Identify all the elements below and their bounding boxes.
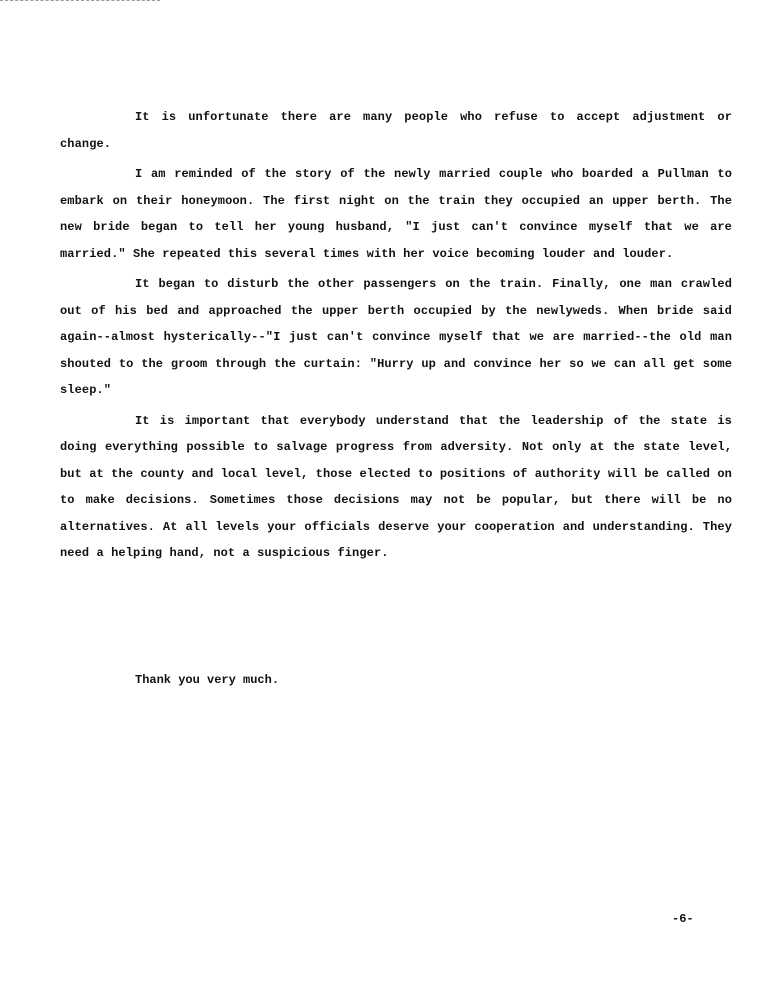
paragraph-adjustment: It is unfortunate there are many people who refuse to accept adjustment or change. [60,110,740,151]
document-body [60,104,740,571]
paragraph-pullman-story: I am reminded of the story of the newly married couple who boarded a Pullman to embark on their honeymoon. The first night on the train they occupied an upper berth. The new bride began to tell her young husband, "I just can't convince myself that we are married." She repeated this several times with her voice becoming louder and louder. [60,167,740,261]
paragraph-leadership: It is important that everybody understand that the leadership of the state is doing everything possible to salvage progress from adversity. Not only at the state level, but at the county and local level, those elected to positions of authority will be called on to make decisions. Sometimes those decisions may not be popular, but there will be no alternatives. At all levels your officials deserve your cooperation and understanding. They need a helping hand, not a suspicious finger. [60,413,740,560]
paragraph-passengers: It began to disturb the other passengers on the train. Finally, one man crawled out of his bed and approached the upper berth occupied by the newlyweds. When bride said again--almost hysterically--"I just can't convince myself that we are married--the old man shouted to the groom through the curtain: "Hurry up and convince her so we can all get some sleep." [60,277,740,397]
page-number: -6- [672,912,694,926]
closing-line: Thank you very much. [135,673,280,687]
top-dashed-rule [0,0,160,1]
